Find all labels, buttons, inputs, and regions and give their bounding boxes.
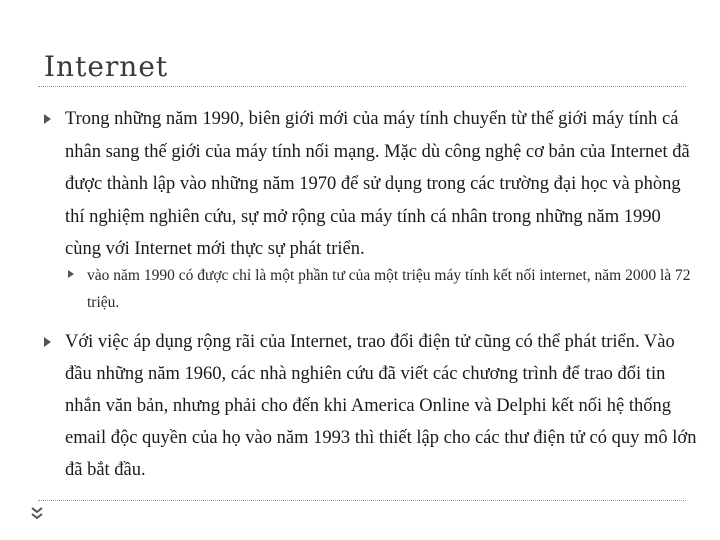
slide-title: Internet xyxy=(44,50,169,83)
bullet-triangle-icon xyxy=(44,337,51,347)
bullet-text-internet-history: Trong những năm 1990, biên giới mới của máy tính chuyển từ thế giới máy tính cá nhân sang thế giới của máy tính nối mạng. Mặc dù công nghệ cơ bản của Internet đã được thành lập vào những năm 1970 để sử dụng trong các trường đại học và phòng thí nghiệm nghiên cứu, sự mở rộng của máy tính cá nhân trong những năm 1990 cùng với Internet mới thực sự phát triển. xyxy=(65,109,690,259)
bullet-triangle-icon xyxy=(44,114,51,124)
bullet-text-email-history: Với việc áp dụng rộng rãi của Internet, trao đổi điện tử cũng có thể phát triển. Vào đầu những năm 1960, các nhà nghiên cứu đã viết các chương trình để trao đổi tin nhắn văn bản, nhưng phải cho đến khi America Online và Delphi kết nối hệ thống email độc quyền của họ vào năm 1993 thì thiết lập cho các thư điện tử có quy mô lớn đã bắt đầu. xyxy=(65,332,697,480)
chevron-double-down-icon xyxy=(30,506,44,520)
title-divider xyxy=(38,86,686,87)
sub-bullet-triangle-icon xyxy=(68,270,74,278)
footer-divider xyxy=(38,500,686,501)
sub-bullet-text-computer-count: vào năm 1990 có được chỉ là một phần tư của một triệu máy tính kết nối internet, năm 2000 là 72 triệu. xyxy=(87,267,691,311)
